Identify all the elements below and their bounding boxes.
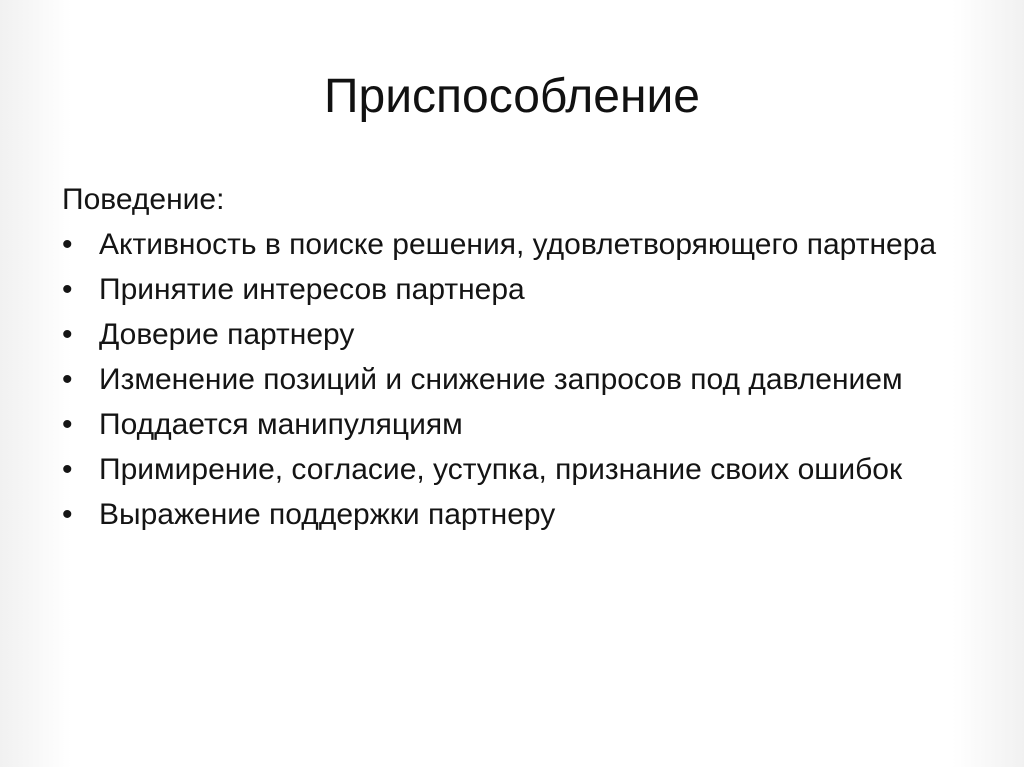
slide-title: Приспособление — [324, 70, 700, 123]
bullet-text: Доверие партнеру — [99, 318, 355, 351]
bullet-dot: • — [62, 363, 73, 396]
bullet-dot: • — [62, 228, 73, 261]
bullet-list — [62, 226, 962, 541]
bullet-item — [62, 496, 962, 533]
bullet-text: Выражение поддержки партнеру — [99, 498, 556, 531]
bullet-text: Активность в поиске решения, удовлетворяющего партнера — [99, 228, 937, 261]
bullet-item — [62, 271, 962, 308]
bullet-item — [62, 226, 962, 263]
bullet-dot: • — [62, 273, 73, 306]
bullet-item — [62, 316, 962, 353]
bullet-text: Примирение, согласие, уступка, признание своих ошибок — [99, 453, 903, 486]
bullet-item — [62, 361, 962, 398]
bullet-text: Изменение позиций и снижение запросов под давлением — [99, 363, 903, 396]
bullet-dot: • — [62, 453, 73, 486]
bullet-item — [62, 406, 962, 443]
bullet-dot: • — [62, 318, 73, 351]
bullet-text: Принятие интересов партнера — [99, 273, 525, 306]
bullet-dot: • — [62, 408, 73, 441]
bullet-dot: • — [62, 498, 73, 531]
bullet-text: Поддается манипуляциям — [99, 408, 463, 441]
body-heading: Поведение: — [62, 183, 225, 216]
bullet-item — [62, 451, 962, 488]
